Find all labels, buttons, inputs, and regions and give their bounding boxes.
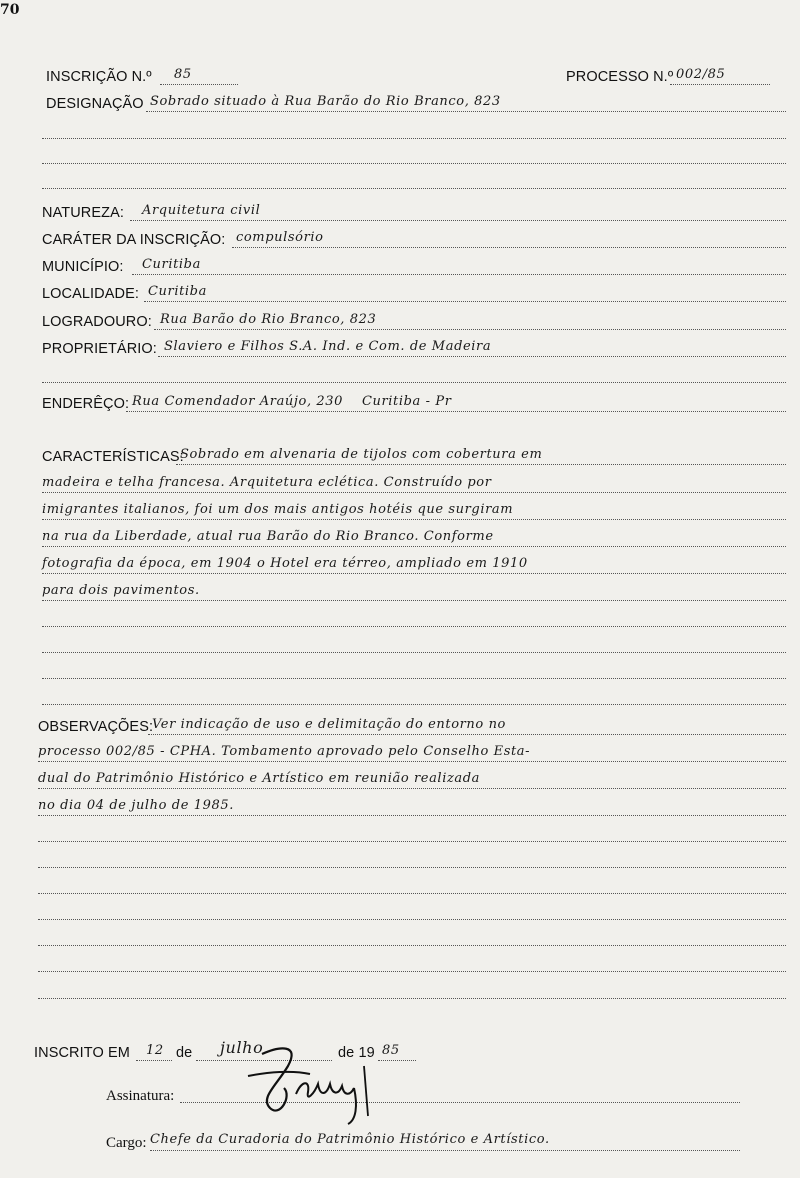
text-line [38,815,786,816]
localidade-line [144,301,786,302]
text-line [38,761,786,762]
caracteristicas-text-line: para dois pavimentos. [42,583,200,598]
proprietario-label: PROPRIETÁRIO: [42,341,157,357]
text-line [42,573,786,574]
inscrito-month: julho [220,1038,264,1057]
municipio-value: Curitiba [142,257,201,272]
natureza-line [130,220,786,221]
observacoes-label: OBSERVAÇÕES: [38,719,154,735]
inscricao-label: INSCRIÇÃO N.º [46,69,152,85]
inscrito-day-line [136,1060,172,1061]
caracteristicas-text-line: Sobrado em alvenaria de tijolos com cobertura em [180,447,543,462]
blank-line [42,652,786,653]
logradouro-line [154,329,786,330]
blank-line [42,382,786,383]
processo-line [670,84,770,85]
designacao-label: DESIGNAÇÃO [46,96,144,112]
blank-line [38,841,786,842]
text-line [38,788,786,789]
carater-label: CARÁTER DA INSCRIÇÃO: [42,232,226,248]
signature [240,1036,380,1126]
municipio-line [132,274,786,275]
observacoes-text-line: processo 002/85 - CPHA. Tombamento aprovado pelo Conselho Esta- [38,744,531,759]
inscrito-de-label: de [176,1045,193,1061]
endereco-label: ENDERÊÇO: [42,396,130,412]
caracteristicas-text-line: imigrantes italianos, foi um dos mais antigos hotéis que surgiram [42,502,514,517]
designacao-line [146,111,786,112]
blank-line [38,998,786,999]
text-line [42,519,786,520]
text-line [42,546,786,547]
blank-line [42,188,786,189]
observacoes-text-line: dual do Patrimônio Histórico e Artístico em reunião realizada [38,771,481,786]
caracteristicas-line [176,464,786,465]
natureza-label: NATUREZA: [42,205,124,221]
designacao-value: Sobrado situado à Rua Barão do Rio Branco, 823 [150,94,501,109]
caracteristicas-text-line: fotografia da época, em 1904 o Hotel era térreo, ampliado em 1910 [42,556,528,571]
blank-line [42,163,786,164]
page-number: 70 [0,2,20,18]
blank-line [42,704,786,705]
inscricao-value: 85 [174,67,192,82]
inscricao-line [160,84,238,85]
text-line [42,600,786,601]
localidade-label: LOCALIDADE: [42,286,139,302]
processo-value: 002/85 [676,67,726,82]
localidade-value: Curitiba [148,284,207,299]
inscrito-year-label: de 19 [338,1045,375,1061]
proprietario-line [158,356,786,357]
observacoes-line [148,734,786,735]
inscrito-year-line [378,1060,416,1061]
inscrito-day: 12 [146,1043,164,1058]
observacoes-text-line: no dia 04 de julho de 1985. [38,798,234,813]
blank-line [38,945,786,946]
cargo-value: Chefe da Curadoria do Patrimônio Histórico e Artístico. [150,1132,550,1147]
caracteristicas-text-line: na rua da Liberdade, atual rua Barão do Rio Branco. Conforme [42,529,494,544]
blank-line [42,678,786,679]
text-line [42,492,786,493]
inscrito-label: INSCRITO EM [34,1045,130,1061]
logradouro-value: Rua Barão do Rio Branco, 823 [160,312,377,327]
cargo-label: Cargo: [106,1135,147,1151]
caracteristicas-text-line: madeira e telha francesa. Arquitetura eclética. Construído por [42,475,492,490]
blank-line [42,138,786,139]
carater-value: compulsório [236,230,324,245]
blank-line [38,893,786,894]
blank-line [38,919,786,920]
logradouro-label: LOGRADOURO: [42,314,152,330]
observacoes-text-line: Ver indicação de uso e delimitação do entorno no [152,717,506,732]
assinatura-label: Assinatura: [106,1088,175,1104]
blank-line [38,971,786,972]
blank-line [38,867,786,868]
blank-line [42,626,786,627]
natureza-value: Arquitetura civil [142,203,261,218]
proprietario-value: Slaviero e Filhos S.A. Ind. e Com. de Madeira [164,339,492,354]
municipio-label: MUNICÍPIO: [42,259,124,275]
caracteristicas-label: CARACTERÍSTICAS: [42,449,184,465]
endereco-value: Rua Comendador Araújo, 230 Curitiba - Pr [132,394,452,409]
processo-label: PROCESSO N.º [566,69,674,85]
endereco-line [126,411,786,412]
inscrito-year: 85 [382,1043,400,1058]
carater-line [232,247,786,248]
cargo-line [150,1150,740,1151]
